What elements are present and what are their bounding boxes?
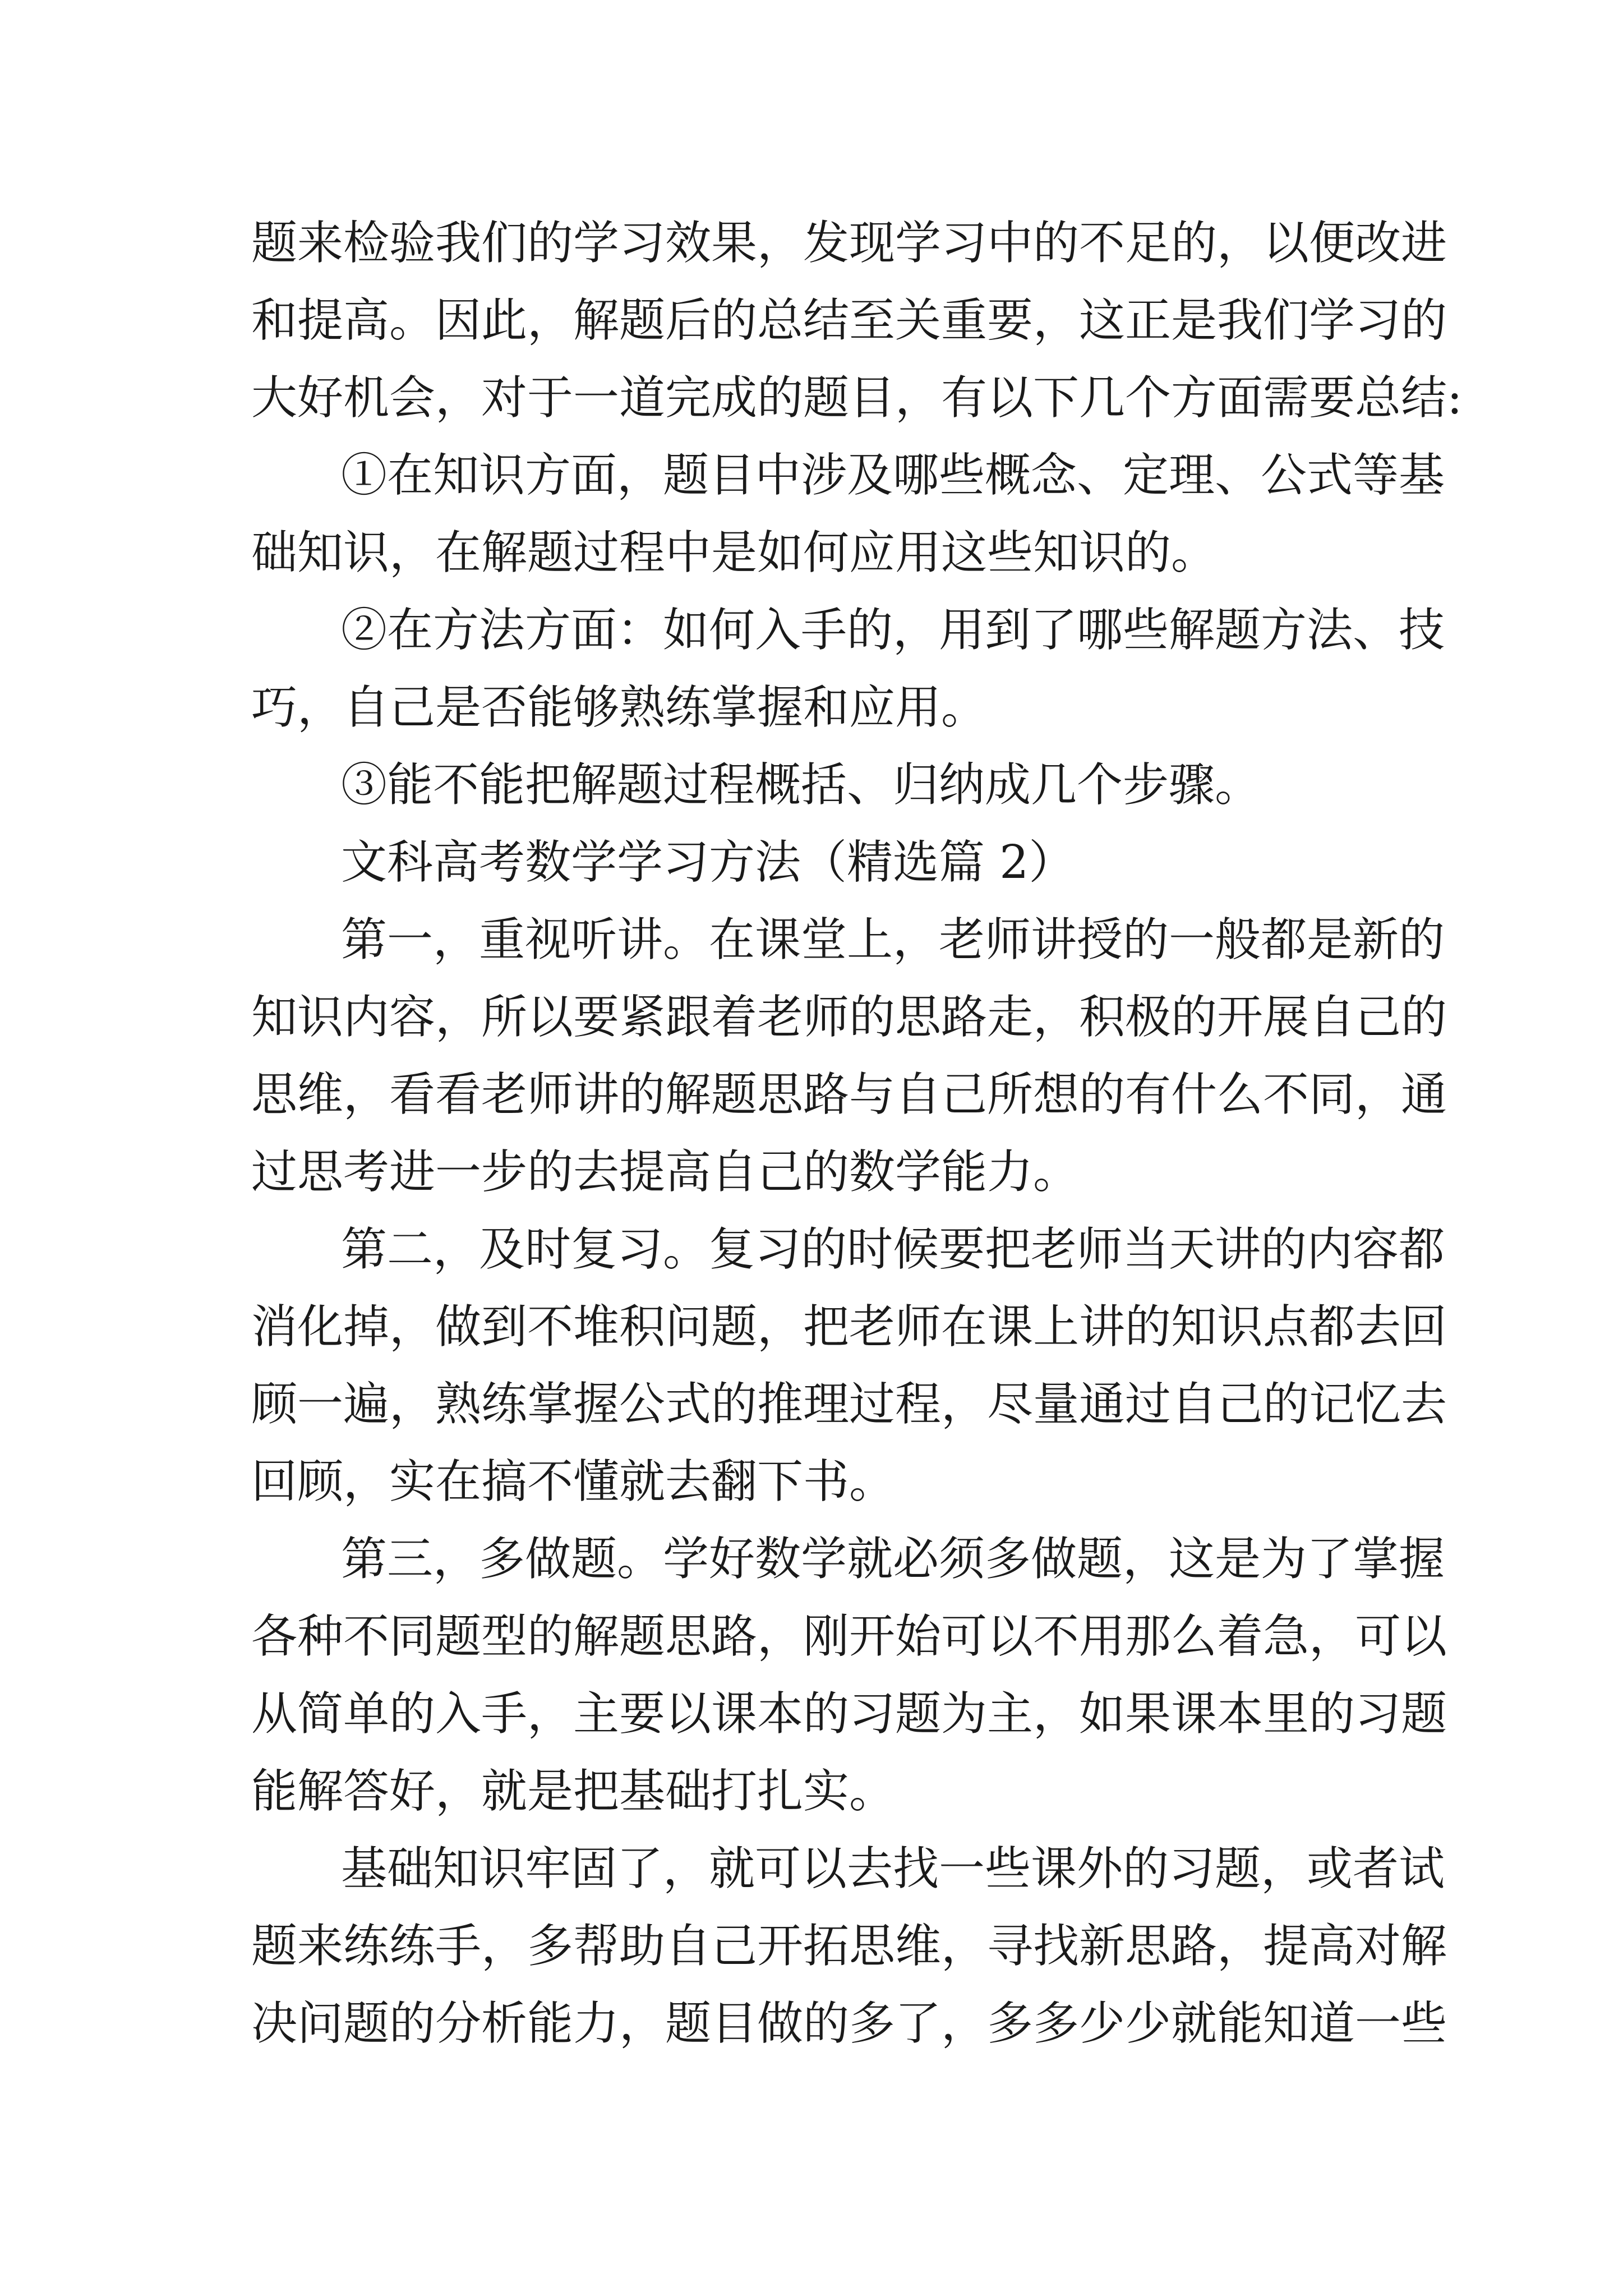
text-line-2: 和提高。因此，解题后的总结至关重要，这正是我们学习的: [251, 294, 1447, 347]
text-line-16: 顾一遍，熟练掌握公式的推理过程，尽量通过自己的记忆去: [251, 1378, 1447, 1431]
text-line-10: 第一，重视听讲。在课堂上，老师讲授的一般都是新的: [341, 913, 1445, 967]
text-line-20: 从简单的入手，主要以课本的习题为主，如果课本里的习题: [251, 1687, 1447, 1741]
text-line-15: 消化掉，做到不堆积问题，把老师在课上讲的知识点都去回: [251, 1300, 1447, 1354]
text-line-12: 思维，看看老师讲的解题思路与自己所想的有什么不同，通: [251, 1068, 1447, 1121]
text-line-17: 回顾，实在搞不懂就去翻下书。: [251, 1455, 896, 1508]
text-line-7: 巧，自己是否能够熟练掌握和应用。: [251, 681, 988, 734]
text-line-18: 第三，多做题。学好数学就必须多做题，这是为了掌握: [341, 1533, 1445, 1586]
text-line-14: 第二，及时复习。复习的时候要把老师当天讲的内容都: [341, 1223, 1445, 1276]
text-line-11: 知识内容，所以要紧跟着老师的思路走，积极的开展自己的: [251, 991, 1447, 1044]
text-line-23: 题来练练手，多帮助自己开拓思维，寻找新思路，提高对解: [251, 1920, 1447, 1973]
section-heading: 文科高考数学学习方法（精选篇 2）: [341, 836, 1075, 889]
text-line-24: 决问题的分析能力，题目做的多了，多多少少就能知道一些: [251, 1997, 1447, 2050]
body-text: [251, 205, 1463, 2063]
text-line-22: 基础知识牢固了，就可以去找一些课外的习题，或者试: [341, 1842, 1445, 1895]
text-line-5: 础知识，在解题过程中是如何应用这些知识的。: [251, 526, 1218, 579]
text-line-3: 大好机会，对于一道完成的题目，有以下几个方面需要总结:: [251, 371, 1463, 425]
text-line-1: 题来检验我们的学习效果，发现学习中的不足的，以便改进: [251, 217, 1447, 270]
text-line-4: ①在知识方面，题目中涉及哪些概念、定理、公式等基: [341, 449, 1445, 502]
text-line-21: 能解答好，就是把基础打扎实。: [251, 1765, 896, 1818]
text-line-19: 各种不同题型的解题思路，刚开始可以不用那么着急，可以: [251, 1610, 1447, 1663]
text-line-6: ②在方法方面：如何入手的，用到了哪些解题方法、技: [341, 604, 1445, 657]
text-line-8: ③能不能把解题过程概括、归纳成几个步骤。: [341, 758, 1261, 812]
text-line-13: 过思考进一步的去提高自己的数学能力。: [251, 1145, 1080, 1199]
